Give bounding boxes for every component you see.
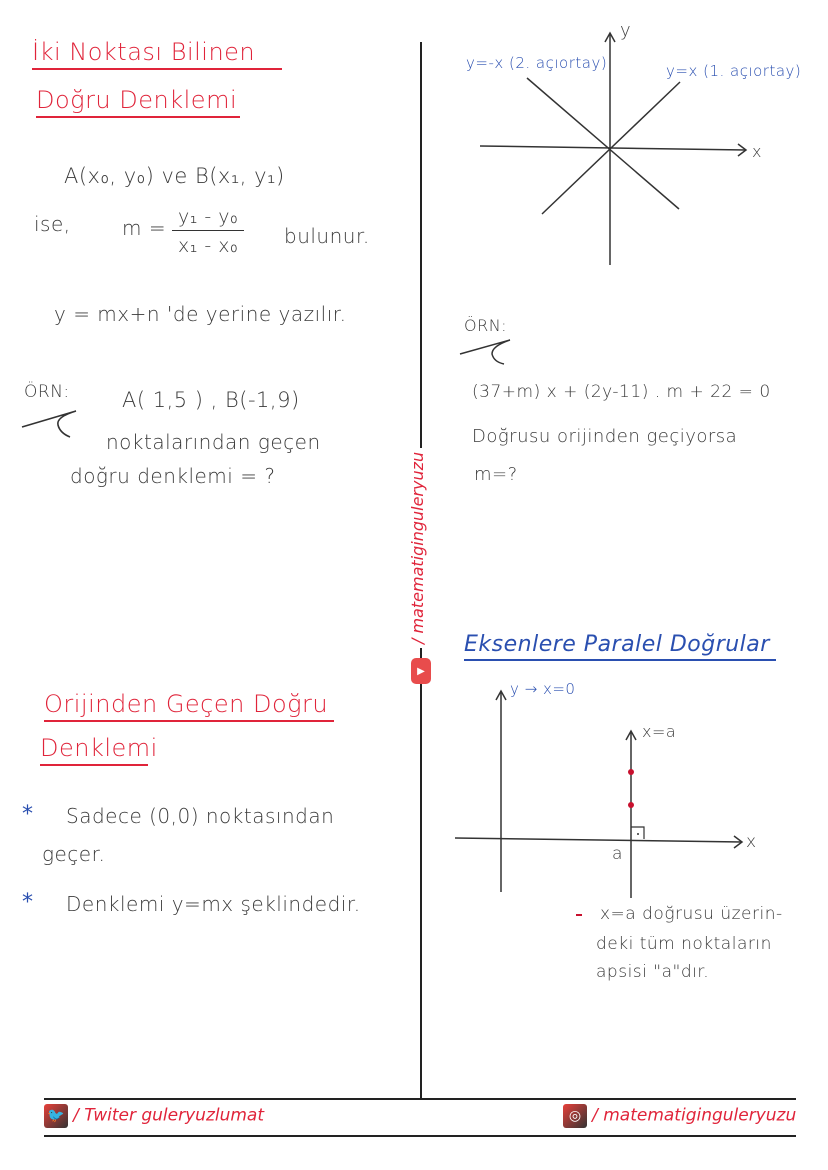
- vertical-handle-text: / matematiginguleryuzu: [408, 448, 427, 648]
- bulunur-text: bulunur.: [284, 224, 370, 248]
- twitter-icon: 🐦: [44, 1104, 68, 1128]
- example-arrow-icon: [20, 405, 80, 441]
- footer-bottom-rule: [44, 1135, 796, 1137]
- ise-label: ise,: [34, 212, 71, 236]
- slope-denominator: x₁ - x₀: [178, 235, 239, 257]
- line-pos-label: y=x (1. açıortay): [666, 62, 802, 80]
- example1-line1: noktalarından geçen: [106, 430, 321, 454]
- y-axis-x0-label: y → x=0: [510, 680, 576, 698]
- example2-line2: m=?: [474, 464, 518, 485]
- note-line1: x=a doğrusu üzerin-: [600, 904, 783, 924]
- twitter-handle: / Twiter guleryuzlumat: [73, 1105, 265, 1126]
- a-label: a: [612, 844, 623, 864]
- diagram2-x-label: x: [746, 832, 757, 852]
- instagram-link[interactable]: [563, 1104, 796, 1128]
- footer-top-rule: [44, 1098, 796, 1100]
- line-neg-label: y=-x (2. açıortay): [466, 54, 608, 72]
- slope-fraction: [172, 206, 244, 257]
- bullet-star-icon: *: [22, 890, 33, 915]
- diagram1-y-label: y: [620, 20, 632, 41]
- points-definition: A(x₀, y₀) ve B(x₁, y₁): [64, 164, 285, 188]
- bullet1-text: Sadece (0,0) noktasından: [66, 804, 335, 828]
- red-dash-marker: [576, 914, 582, 916]
- x-equals-a-label: x=a: [642, 722, 677, 741]
- section2-title-line2: Denklemi: [40, 734, 148, 766]
- example1-label: ÖRN:: [24, 382, 70, 402]
- bisector-diagram: [430, 0, 828, 280]
- example1-line2: doğru denklemi = ?: [70, 464, 276, 488]
- section3-title: Eksenlere Paralel Doğrular: [464, 632, 776, 661]
- bullet-star-icon: *: [22, 802, 33, 827]
- twitter-link[interactable]: [44, 1104, 264, 1128]
- diagram1-x-label: x: [752, 142, 762, 161]
- slope-numerator: y₁ - y₀: [172, 206, 244, 231]
- bullet2-text: Denklemi y=mx şeklindedir.: [66, 892, 361, 916]
- parallel-lines-diagram: [440, 670, 828, 910]
- instagram-handle: / matematiginguleryuzu: [592, 1105, 797, 1126]
- example-arrow-icon: [458, 336, 518, 368]
- section1-title-line2: Doğru Denklemi: [36, 86, 240, 118]
- example2-label: ÖRN:: [464, 316, 508, 335]
- example2-line1: Doğrusu orijinden geçiyorsa: [472, 426, 738, 447]
- note-line3: apsisi "a"dır.: [596, 962, 710, 982]
- example1-points: A( 1,5 ) , B(-1,9): [122, 388, 300, 412]
- bullet1-continuation: geçer.: [42, 842, 106, 866]
- note-line2: deki tüm noktaların: [596, 934, 772, 954]
- section1-title-line1: İki Noktası Bilinen: [32, 38, 282, 70]
- section2-title-line1: Orijinden Geçen Doğru: [44, 690, 334, 722]
- example2-equation: (37+m) x + (2y-11) . m + 22 = 0: [472, 382, 771, 402]
- substitute-text: y = mx+n 'de yerine yazılır.: [54, 302, 347, 326]
- youtube-icon: ▶: [411, 658, 431, 684]
- instagram-icon: ◎: [563, 1104, 587, 1128]
- m-label: m =: [122, 216, 167, 240]
